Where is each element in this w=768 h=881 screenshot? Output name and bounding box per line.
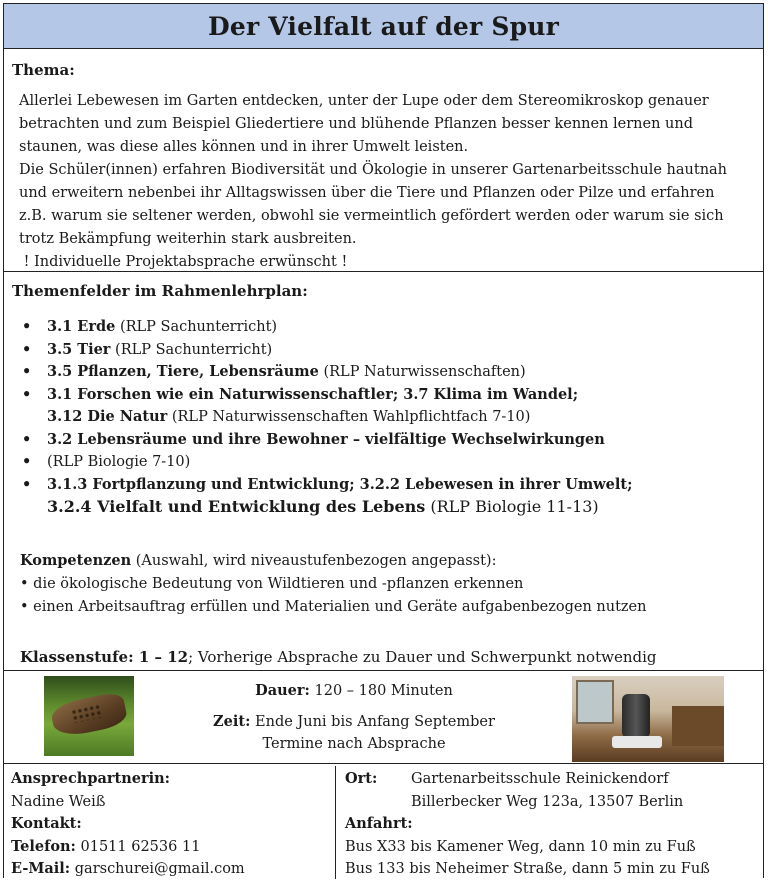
klassenstufe-note: ; Vorherige Absprache zu Dauer und Schwerpunkt notwendig <box>188 648 657 666</box>
info-row <box>4 672 763 764</box>
thema-note: ! Individuelle Projektabsprache erwünscht ! <box>19 254 348 270</box>
email-value[interactable]: garschurei@gmail.com <box>70 861 245 877</box>
list-item: • 3.5 Pflanzen, Tiere, Lebensräume (RLP Naturwissenschaften) <box>22 361 752 384</box>
thema-line: Die Schüler(innen) erfahren Biodiversität und Ökologie in unserer Gartenarbeitsschule hautnah <box>19 162 728 178</box>
list-item: 3.2.4 Vielfalt und Entwicklung des Lebens (RLP Biologie 11-13) <box>47 497 599 516</box>
list-item: • 3.2 Lebensräume und ihre Bewohner – vielfältige Wechselwirkungen <box>22 429 752 452</box>
dauer-label: Dauer: <box>255 682 310 699</box>
microscope-photo <box>572 676 724 762</box>
themenfelder-list <box>22 316 752 519</box>
zeit-value: Ende Juni bis Anfang September <box>250 714 495 730</box>
ort-line: Billerbecker Weg 123a, 13507 Berlin <box>411 793 684 810</box>
termine-note: Termine nach Absprache <box>262 736 446 752</box>
flyer-sheet <box>3 3 764 878</box>
page-title: Der Vielfalt auf der Spur <box>208 11 559 41</box>
thema-line: staunen, was diese alles können und in ihrer Umwelt leisten. <box>19 139 469 155</box>
list-item: 3.12 Die Natur (RLP Naturwissenschaften Wahlpflichtfach 7-10) <box>47 408 531 425</box>
thema-text <box>19 90 749 274</box>
ansprech-label: Ansprechpartnerin: <box>11 770 171 787</box>
anfahrt-label: Anfahrt: <box>345 815 413 832</box>
divider <box>4 271 763 272</box>
kompetenzen-note: (Auswahl, wird niveaustufenbezogen angepasst): <box>131 553 497 569</box>
insect-hotel-photo <box>44 676 134 756</box>
list-item: • 3.1.3 Fortpflanzung und Entwicklung; 3.2.2 Lebewesen in ihrer Umwelt; <box>22 474 752 497</box>
thema-line: Allerlei Lebewesen im Garten entdecken, unter der Lupe oder dem Stereomikroskop genauer <box>19 93 709 109</box>
ort-label: Ort: <box>345 770 378 787</box>
divider <box>4 670 763 671</box>
kompetenzen-heading: Kompetenzen <box>20 552 132 569</box>
dauer-value: 120 – 180 Minuten <box>309 683 453 699</box>
email-label: E-Mail: <box>11 860 71 877</box>
themenfelder-heading: Themenfelder im Rahmenlehrplan: <box>12 282 308 300</box>
zeit-label: Zeit: <box>213 713 251 730</box>
anfahrt-line: Bus X33 bis Kamener Weg, dann 10 min zu Fuß <box>345 838 696 855</box>
list-item: • (RLP Biologie 7-10) <box>22 451 752 474</box>
kompetenz-item: • die ökologische Bedeutung von Wildtieren und -pflanzen erkennen <box>20 576 524 592</box>
telefon-label: Telefon: <box>11 837 76 855</box>
thema-line: und erweitern nebenbei ihr Alltagswissen über die Tiere und Pflanzen oder Pilze und erfahren <box>19 185 715 201</box>
list-item: • 3.1 Erde (RLP Sachunterricht) <box>22 316 752 339</box>
title-bar <box>4 4 763 49</box>
kompetenz-item: • einen Arbeitsauftrag erfüllen und Materialien und Geräte aufgabenbezogen nutzen <box>20 599 647 615</box>
klassenstufe-label: Klassenstufe: 1 – 12 <box>20 648 189 666</box>
klassenstufe <box>20 648 656 666</box>
list-item: • 3.1 Forschen wie ein Naturwissenschaftler; 3.7 Klima im Wandel; <box>22 384 752 407</box>
ort-line: Gartenarbeitsschule Reinickendorf <box>411 771 669 787</box>
kontakt-label: Kontakt: <box>11 815 82 832</box>
contact-name: Nadine Weiß <box>11 793 106 810</box>
termine-info <box>204 680 504 755</box>
thema-line: betrachten und zum Beispiel Gliedertiere und blühende Pflanzen besser kennen lernen und <box>19 116 694 132</box>
divider <box>4 763 763 764</box>
location-column <box>345 768 710 881</box>
list-item: • 3.5 Tier (RLP Sachunterricht) <box>22 339 752 362</box>
kompetenzen <box>20 549 750 619</box>
telefon-value[interactable]: 01511 62536 11 <box>75 838 201 855</box>
contact-column <box>11 768 245 881</box>
thema-heading: Thema: <box>12 61 75 79</box>
thema-line: z.B. warum sie seltener werden, obwohl sie vermeintlich gefördert werden oder warum sie sich <box>19 208 724 224</box>
column-divider <box>335 766 336 879</box>
thema-line: trotz Bekämpfung weiterhin stark ausbreiten. <box>19 231 357 247</box>
anfahrt-line: Bus 133 bis Neheimer Straße, dann 5 min zu Fuß <box>345 861 710 877</box>
